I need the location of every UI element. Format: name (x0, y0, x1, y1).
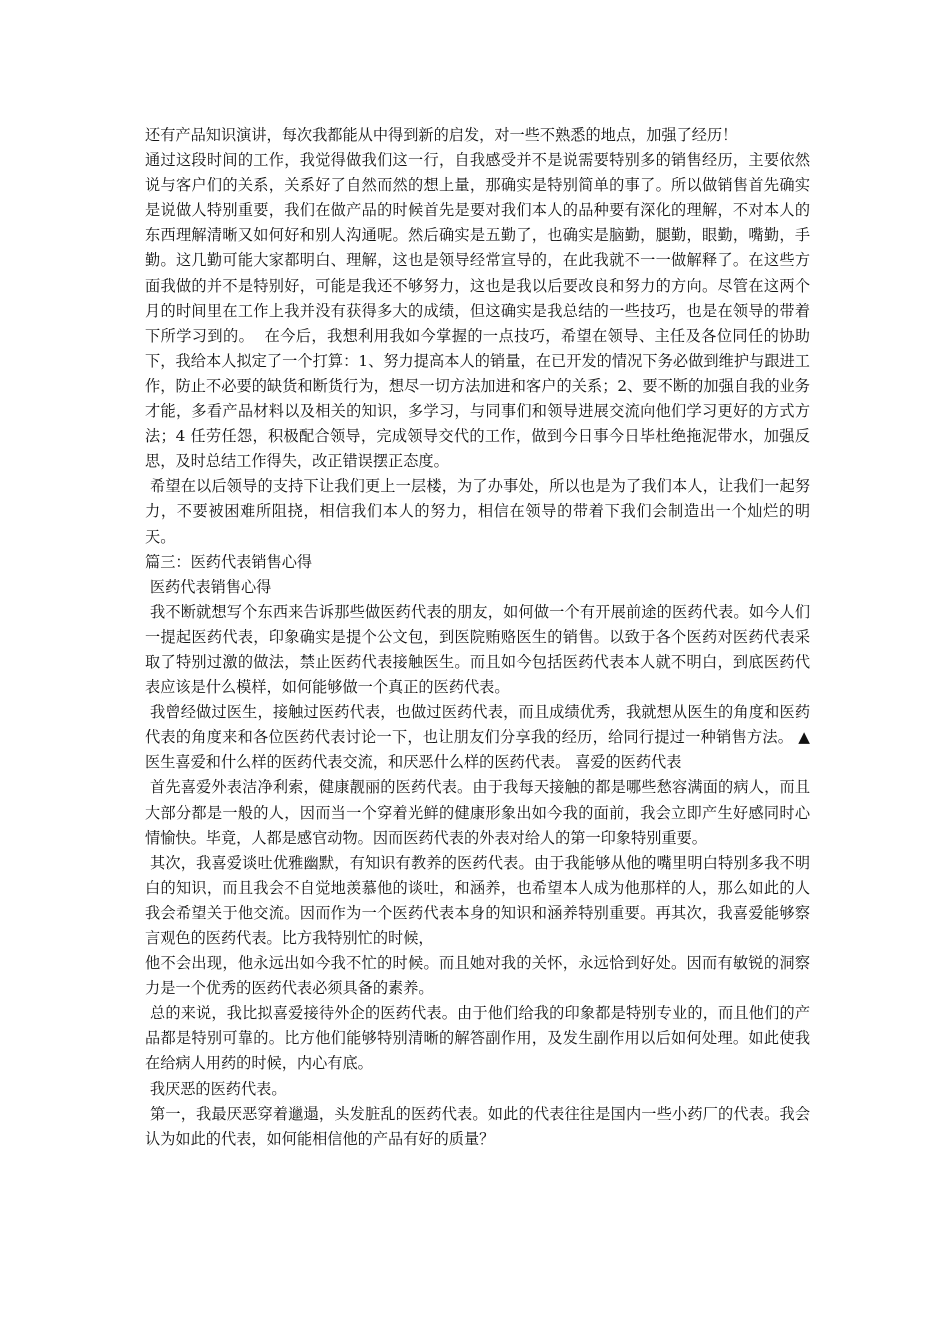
paragraph-experience: 我曾经做过医生，接触过医药代表，也做过医药代表，而且成绩优秀，我就想从医生的角度和医药代表的角度来和各位医药代表讨论一下，也让朋友们分享我的经历，给同行提过一种销售方法。 ▲医生喜爱和什么样的医药代表交流，和厌恶什么样的医药代表。 喜爱的医药代表 (145, 703, 811, 772)
paragraph-conversation: 其次，我喜爱谈吐优雅幽默，有知识有教养的医药代表。由于我能够从他的嘴里明白特别多我不明白的知识，而且我会不自觉地羡慕他的谈吐，和涵养，也希望本人成为他那样的人，那么如此的人我会希望关于他交流。因而作为一个医药代表本身的知识和涵养特别重要。再其次，我喜爱能够察言观色的医药代表。比方我特别忙的时候， (145, 853, 811, 947)
document-page (145, 123, 810, 1152)
paragraph-disliked-heading: 我厌恶的医药代表。 (145, 1079, 287, 1098)
paragraph-closing-hope: 希望在以后领导的支持下让我们更上一层楼，为了办事处，所以也是为了我们本人，让我们一起努力，不要被困难所阻挠，相信我们本人的努力，相信在领导的带着下我们会制造出一个灿烂的明天。 (145, 477, 811, 546)
paragraph-introduction: 我不断就想写个东西来告诉那些做医药代表的朋友，如何做一个有开展前途的医药代表。如今人们一提起医药代表，印象确实是提个公文包，到医院贿赂医生的销售。以致于各个医药对医药代表采取了特别过激的做法，禁止医药代表接触医生。而且如今包括医药代表本人就不明白，到底医药代表应该是什么模样，如何能够做一个真正的医药代表。 (145, 602, 811, 697)
section-heading: 篇三：医药代表销售心得 (145, 552, 313, 571)
paragraph-appearance: 首先喜爱外表洁净利索，健康靓丽的医药代表。由于我每天接触的都是哪些愁容满面的病人，而且大部分都是一般的人，因而当一个穿着光鲜的健康形象出如今我的面前，我会立即产生好感同时心情愉快。毕竟，人都是感官动物。因而医药代表的外表对给人的第一印象特别重要。 (145, 778, 811, 847)
article-title: 医药代表销售心得 (145, 577, 272, 596)
paragraph-foreign-reps: 总的来说，我比拟喜爱接待外企的医药代表。由于他们给我的印象都是特别专业的，而且他们的产品都是特别可靠的。比方他们能够特别清晰的解答副作用，及发生副作用以后如何处理。如此使我在给病人用药的时候，内心有底。 (145, 1004, 811, 1073)
paragraph-intro-continuation: 还有产品知识演讲，每次我都能从中得到新的启发，对一些不熟悉的地点，加强了经历！ (145, 126, 738, 144)
paragraph-disliked-first: 第一，我最厌恶穿着邋遢，头发脏乱的医药代表。如此的代表往往是国内一些小药厂的代表。我会认为如此的代表，如何能相信他的产品有好的质量？ (145, 1104, 811, 1148)
paragraph-work-summary: 通过这段时间的工作，我觉得做我们这一行，自我感受并不是说需要特别多的销售经历，主要依然说与客户们的关系，关系好了自然而然的想上量，那确实是特别简单的事了。所以做销售首先确实是说做人特别重要，我们在做产品的时候首先是要对我们本人的品种要有深化的理解，不对本人的东西理解清晰又如何好和别人沟通呢。然后确实是五勤了，也确实是脑勤，腿勤，眼勤，嘴勤，手勤。这几勤可能大家都明白、理解，这也是领导经常宣导的，在此我就不一一做解释了。在这些方面我做的并不是特别好，可能是我还不够努力，这也是我以后要改良和努力的方向。尽管在这两个月的时间里在工作上我并没有获得多大的成绩，但这确实是我总结的一些技巧，也是在领导的带着下所学习到的。 在今后，我想利用我如今掌握的一点技巧，希望在领导、主任及各位同任的协助下，我给本人拟定了一个打算：1、努力提高本人的销量，在已开发的情况下务必做到维护与跟进工作，防止不必要的缺货和断货行为，想尽一切方法加进和客户的关系；2、要不断的加强自我的业务才能，多看产品材料以及相关的知识，多学习，与同事们和领导进展交流向他们学习更好的方式方法；4 任劳任怨，积极配合领导，完成领导交代的工作，做到今日事今日毕杜绝拖泥带水，加强反思，及时总结工作得失，改正错误摆正态度。 (145, 151, 810, 471)
paragraph-observation: 他不会出现，他永远出如今我不忙的时候。而且她对我的关怀，永远恰到好处。因而有敏锐的洞察力是一个优秀的医药代表必须具备的素养。 (145, 954, 810, 998)
